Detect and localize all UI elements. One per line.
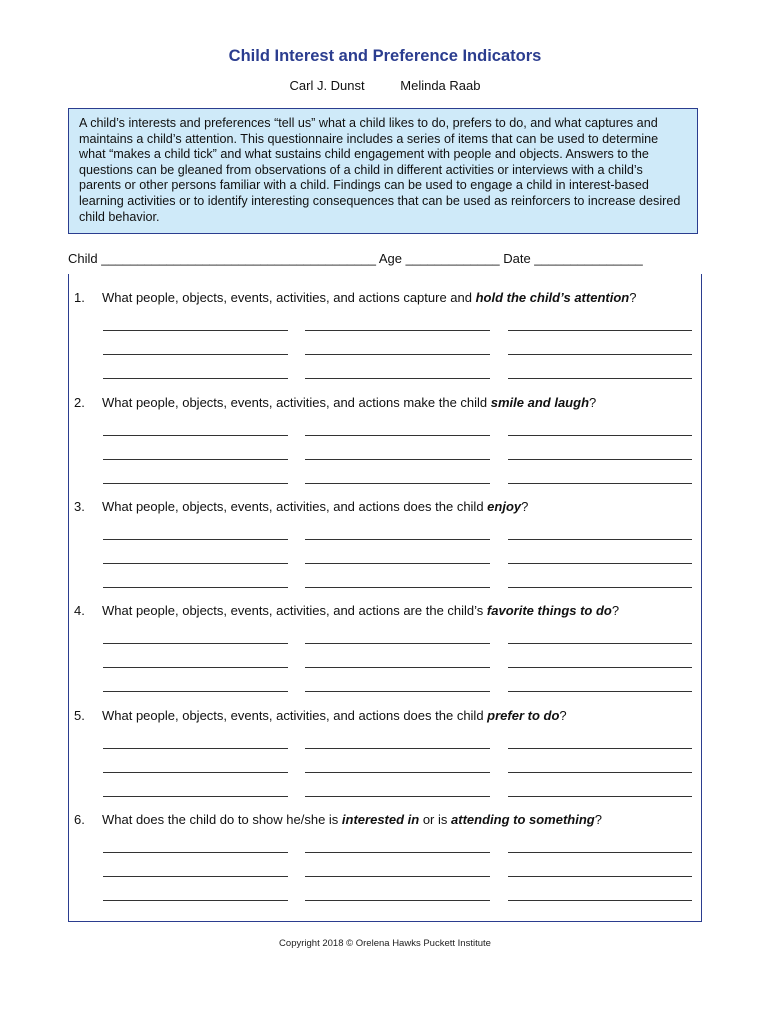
answer-blank[interactable]	[103, 900, 288, 901]
child-age-date-fields[interactable]: Child ______________________________________ Age _____________ Date _______________	[68, 251, 643, 266]
question-4	[74, 603, 619, 618]
answer-blank[interactable]	[508, 354, 692, 355]
answer-blank[interactable]	[508, 796, 692, 797]
answer-blank[interactable]	[103, 876, 288, 877]
answer-blank[interactable]	[103, 587, 288, 588]
answer-blank[interactable]	[103, 378, 288, 379]
answer-blank[interactable]	[508, 643, 692, 644]
answer-blank[interactable]	[103, 539, 288, 540]
answer-blank[interactable]	[103, 354, 288, 355]
answer-blank[interactable]	[103, 459, 288, 460]
question-number: 1.	[74, 290, 85, 305]
question-3	[74, 499, 528, 514]
answer-blank[interactable]	[305, 748, 490, 749]
question-number: 3.	[74, 499, 85, 514]
answer-blank[interactable]	[305, 667, 490, 668]
answer-blank[interactable]	[103, 796, 288, 797]
author-raab: Melinda Raab	[400, 78, 481, 93]
question-mark: ?	[589, 395, 597, 410]
answer-blank[interactable]	[305, 378, 490, 379]
answer-blank[interactable]	[305, 772, 490, 773]
question-text: What people, objects, events, activities, and actions does the child	[102, 708, 488, 723]
answer-blank[interactable]	[103, 330, 288, 331]
answer-blank[interactable]	[103, 772, 288, 773]
copyright-footer: Copyright 2018 © Orelena Hawks Puckett Institute	[279, 938, 491, 949]
author-dunst: Carl J. Dunst	[289, 78, 365, 93]
question-text: What people, objects, events, activities, and actions capture and	[102, 290, 476, 305]
question-text: What people, objects, events, activities, and actions make the child	[102, 395, 491, 410]
answer-blank[interactable]	[305, 852, 490, 853]
question-number: 2.	[74, 395, 85, 410]
question-mark: ?	[521, 499, 529, 514]
answer-blank[interactable]	[508, 691, 692, 692]
question-text-middle: or is	[419, 812, 452, 827]
question-emphasis: favorite things to do	[486, 603, 612, 618]
question-emphasis: prefer to do	[487, 708, 560, 723]
answer-blank[interactable]	[508, 435, 692, 436]
question-number: 6.	[74, 812, 85, 827]
authors	[0, 78, 770, 93]
answer-blank[interactable]	[508, 876, 692, 877]
intro-box: A child’s interests and preferences “tell us” what a child likes to do, prefers to do, and what captures and maintains a child’s attention. This questionnaire includes a series of items that can be used to determine what “makes a child tick” and what sustains child engagement with people and objects. Answers to the questions can be gleaned from observations of a child in different activities or interviews with a child’s parents or other persons familiar with a child. Findings can be used to engage a child in interest-based learning activities or to identify interesting consequences that can be used as reinforcers to increase desired child behavior.	[68, 108, 698, 234]
answer-blank[interactable]	[508, 587, 692, 588]
answer-blank[interactable]	[103, 483, 288, 484]
answer-blank[interactable]	[305, 563, 490, 564]
answer-blank[interactable]	[508, 483, 692, 484]
answer-blank[interactable]	[103, 667, 288, 668]
document-title: Child Interest and Preference Indicators	[228, 47, 542, 65]
answer-blank[interactable]	[103, 563, 288, 564]
answer-blank[interactable]	[508, 900, 692, 901]
question-number: 5.	[74, 708, 85, 723]
question-text: What people, objects, events, activities, and actions does the child	[102, 499, 488, 514]
answer-blank[interactable]	[103, 435, 288, 436]
question-mark: ?	[611, 603, 620, 618]
answer-blank[interactable]	[305, 691, 490, 692]
question-emphasis-2: attending to something	[451, 812, 595, 827]
question-mark: ?	[629, 290, 637, 305]
answer-blank[interactable]	[508, 772, 692, 773]
answer-blank[interactable]	[305, 435, 490, 436]
answer-blank[interactable]	[103, 643, 288, 644]
question-text: What does the child do to show he/she is	[102, 812, 342, 827]
answer-blank[interactable]	[508, 378, 692, 379]
answer-blank[interactable]	[508, 667, 692, 668]
question-emphasis: interested in	[341, 812, 420, 827]
question-5	[74, 708, 567, 723]
answer-blank[interactable]	[305, 330, 490, 331]
answer-blank[interactable]	[305, 643, 490, 644]
answer-blank[interactable]	[508, 459, 692, 460]
question-text: What people, objects, events, activities, and actions are the child’s	[102, 603, 487, 618]
answer-blank[interactable]	[103, 852, 288, 853]
answer-blank[interactable]	[508, 539, 692, 540]
question-emphasis: smile and laugh	[490, 395, 590, 410]
answer-blank[interactable]	[508, 748, 692, 749]
answer-blank[interactable]	[305, 539, 490, 540]
question-6	[74, 812, 602, 827]
answer-blank[interactable]	[508, 852, 692, 853]
answer-blank[interactable]	[103, 748, 288, 749]
question-emphasis: hold the child’s attention	[475, 290, 630, 305]
answer-blank[interactable]	[305, 459, 490, 460]
question-number: 4.	[74, 603, 85, 618]
question-mark: ?	[594, 812, 602, 827]
question-emphasis: enjoy	[487, 499, 522, 514]
question-mark: ?	[559, 708, 567, 723]
answer-blank[interactable]	[305, 354, 490, 355]
answer-blank[interactable]	[305, 587, 490, 588]
answer-blank[interactable]	[305, 796, 490, 797]
answer-blank[interactable]	[103, 691, 288, 692]
question-1	[74, 290, 636, 305]
answer-blank[interactable]	[305, 900, 490, 901]
answer-blank[interactable]	[508, 563, 692, 564]
answer-blank[interactable]	[305, 876, 490, 877]
answer-blank[interactable]	[305, 483, 490, 484]
question-2	[74, 395, 596, 410]
answer-blank[interactable]	[508, 330, 692, 331]
